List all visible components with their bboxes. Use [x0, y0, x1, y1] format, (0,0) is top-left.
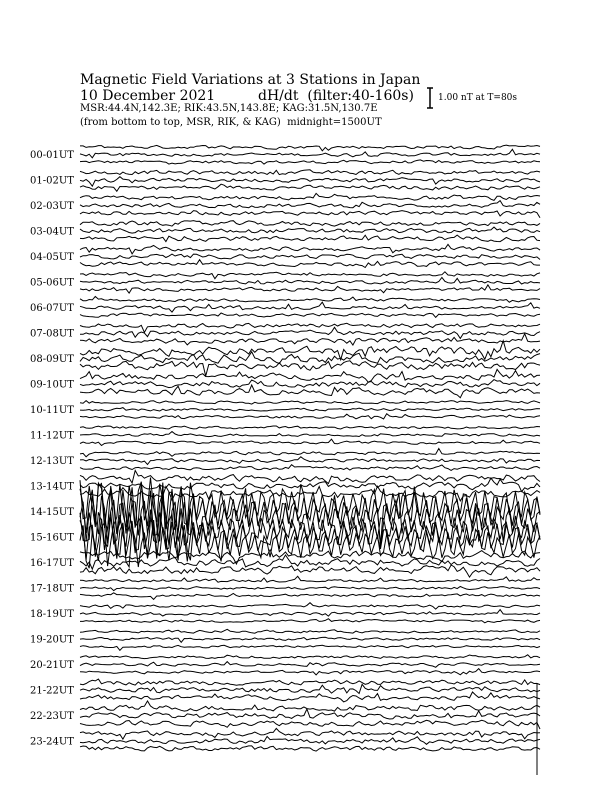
- trace-10-11UT-MSR: [80, 414, 540, 419]
- trace-08-09UT-MSR: [80, 361, 540, 376]
- hour-label-00-01UT: 00-01UT: [30, 150, 74, 161]
- station-traces: [80, 145, 540, 751]
- trace-09-10UT-KAG: [80, 369, 540, 382]
- hour-label-05-06UT: 05-06UT: [30, 277, 74, 289]
- trace-12-13UT-RIK: [80, 457, 540, 465]
- trace-03-04UT-KAG: [80, 221, 540, 227]
- trace-20-21UT-MSR: [80, 669, 540, 675]
- trace-11-12UT-RIK: [80, 432, 540, 437]
- trace-22-23UT-KAG: [80, 701, 540, 711]
- filter-label: (filter:40-160s): [307, 88, 414, 104]
- scale-bar: [427, 88, 433, 108]
- trace-17-18UT-RIK: [80, 587, 540, 591]
- midnight-note: midnight=1500UT: [287, 117, 382, 128]
- trace-19-20UT-KAG: [80, 629, 540, 633]
- trace-16-17UT-MSR: [80, 565, 540, 577]
- hour-label-10-11UT: 10-11UT: [30, 405, 74, 416]
- hour-label-16-17UT: 16-17UT: [30, 558, 74, 569]
- trace-20-21UT-KAG: [80, 655, 540, 659]
- chart-title: Magnetic Field Variations at 3 Stations in Japan: [80, 72, 421, 88]
- trace-22-23UT-MSR: [80, 720, 540, 729]
- trace-12-13UT-MSR: [80, 465, 540, 471]
- stations-line: MSR:44.4N,142.3E; RIK:43.5N,143.8E; KAG:31.5N,130.7E: [80, 103, 378, 114]
- trace-01-02UT-RIK: [80, 177, 540, 187]
- trace-02-03UT-RIK: [80, 201, 540, 208]
- trace-05-06UT-RIK: [80, 277, 540, 284]
- hour-label-01-02UT: 01-02UT: [30, 175, 74, 187]
- hour-label-21-22UT: 21-22UT: [30, 685, 74, 697]
- trace-17-18UT-MSR: [80, 593, 540, 600]
- hour-label-09-10UT: 09-10UT: [30, 379, 74, 391]
- trace-23-24UT-RIK: [80, 736, 540, 744]
- trace-01-02UT-MSR: [80, 184, 540, 191]
- trace-06-07UT-MSR: [80, 313, 540, 317]
- trace-18-19UT-MSR: [80, 619, 540, 623]
- trace-10-11UT-RIK: [80, 408, 540, 411]
- hour-label-23-24UT: 23-24UT: [30, 736, 74, 748]
- scale-bar-label: 1.00 nT at T=80s: [438, 93, 518, 103]
- hour-label-06-07UT: 06-07UT: [30, 303, 74, 314]
- trace-18-19UT-KAG: [80, 603, 540, 609]
- trace-00-01UT-MSR: [80, 160, 540, 164]
- trace-17-18UT-KAG: [80, 576, 540, 582]
- trace-04-05UT-MSR: [80, 260, 540, 268]
- trace-00-01UT-KAG: [80, 145, 540, 151]
- trace-21-22UT-KAG: [80, 679, 540, 685]
- hour-label-11-12UT: 11-12UT: [30, 430, 74, 442]
- trace-12-13UT-KAG: [80, 449, 540, 457]
- trace-07-08UT-RIK: [80, 327, 540, 338]
- hour-label-14-15UT: 14-15UT: [30, 507, 74, 518]
- trace-06-07UT-KAG: [80, 297, 540, 303]
- hour-label-02-03UT: 02-03UT: [30, 201, 74, 212]
- trace-21-22UT-MSR: [80, 692, 540, 702]
- trace-23-24UT-KAG: [80, 728, 540, 739]
- trace-16-17UT-RIK: [80, 555, 540, 569]
- trace-22-23UT-RIK: [80, 709, 540, 719]
- hour-label-08-09UT: 08-09UT: [30, 354, 74, 365]
- trace-19-20UT-RIK: [80, 637, 540, 642]
- hour-label-20-21UT: 20-21UT: [30, 660, 74, 671]
- trace-02-03UT-MSR: [80, 211, 540, 218]
- trace-00-01UT-RIK: [80, 149, 540, 158]
- hour-labels: [30, 150, 74, 748]
- hour-label-18-19UT: 18-19UT: [30, 609, 74, 620]
- order-note: (from bottom to top, MSR, RIK, & KAG): [80, 117, 281, 128]
- trace-18-19UT-RIK: [80, 610, 540, 617]
- trace-06-07UT-RIK: [80, 302, 540, 312]
- quantity-label: dH/dt: [258, 88, 299, 104]
- hour-label-07-08UT: 07-08UT: [30, 328, 74, 340]
- trace-10-11UT-KAG: [80, 401, 540, 405]
- trace-05-06UT-KAG: [80, 272, 540, 279]
- hour-label-13-14UT: 13-14UT: [30, 481, 74, 493]
- trace-04-05UT-RIK: [80, 254, 540, 259]
- trace-08-09UT-RIK: [80, 352, 540, 364]
- trace-09-10UT-RIK: [80, 380, 540, 388]
- hour-label-19-20UT: 19-20UT: [30, 634, 74, 646]
- trace-19-20UT-MSR: [80, 645, 540, 650]
- trace-08-09UT-KAG: [80, 341, 540, 360]
- trace-07-08UT-MSR: [80, 334, 540, 345]
- trace-13-14UT-KAG: [80, 471, 540, 484]
- trace-21-22UT-RIK: [80, 684, 540, 693]
- hour-label-04-05UT: 04-05UT: [30, 252, 74, 263]
- trace-11-12UT-KAG: [80, 426, 540, 429]
- trace-03-04UT-MSR: [80, 235, 540, 242]
- trace-03-04UT-RIK: [80, 227, 540, 233]
- hour-label-12-13UT: 12-13UT: [30, 456, 74, 467]
- hour-label-17-18UT: 17-18UT: [30, 583, 74, 595]
- chart-date: 10 December 2021: [80, 88, 216, 104]
- hour-label-03-04UT: 03-04UT: [30, 226, 74, 238]
- hour-label-22-23UT: 22-23UT: [30, 711, 74, 722]
- trace-11-12UT-MSR: [80, 439, 540, 445]
- trace-02-03UT-KAG: [80, 193, 540, 200]
- hour-label-15-16UT: 15-16UT: [30, 532, 74, 544]
- trace-20-21UT-RIK: [80, 662, 540, 668]
- trace-01-02UT-KAG: [80, 170, 540, 175]
- trace-23-24UT-MSR: [80, 746, 540, 751]
- trace-07-08UT-KAG: [80, 323, 540, 332]
- trace-05-06UT-MSR: [80, 285, 540, 293]
- trace-04-05UT-KAG: [80, 244, 540, 254]
